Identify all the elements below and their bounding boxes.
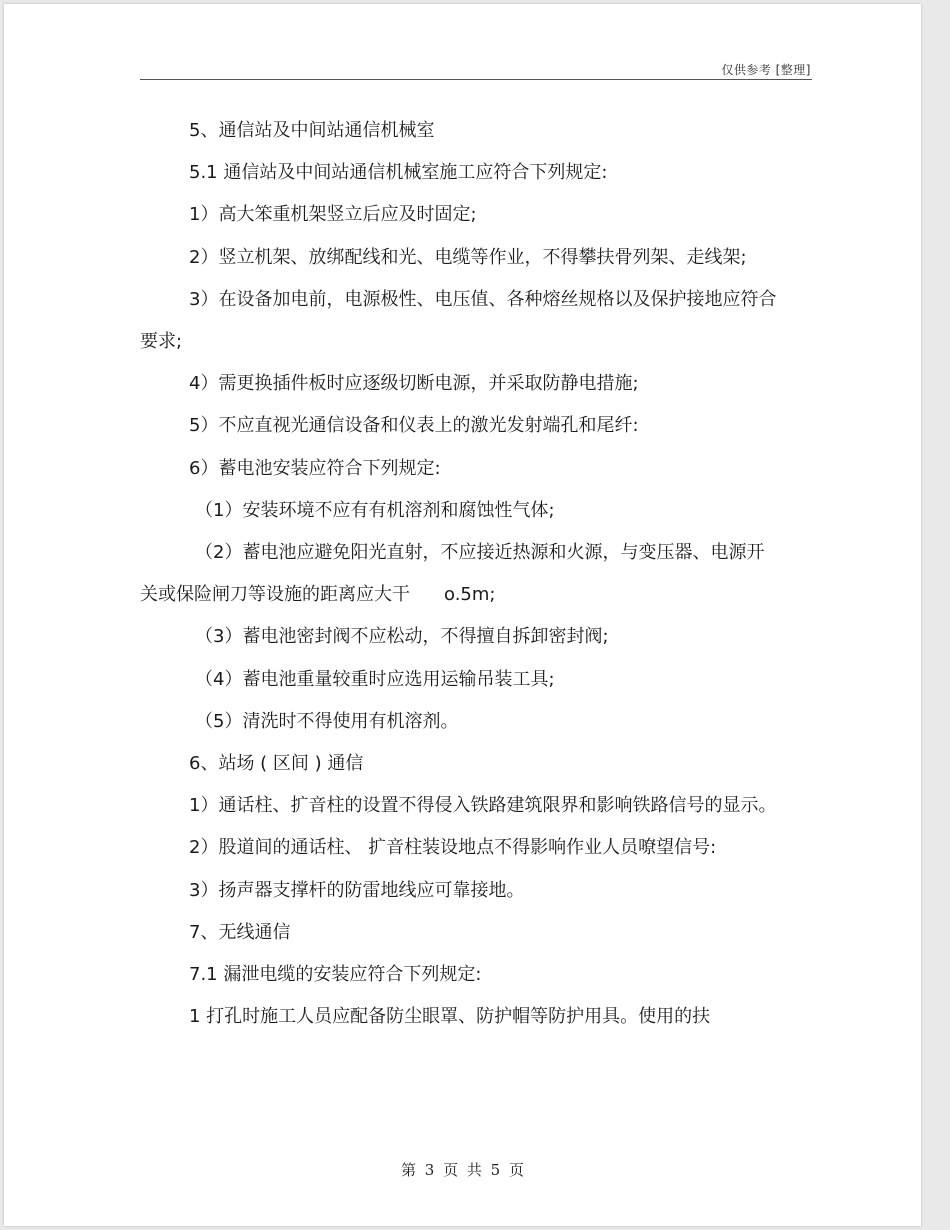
list-item: 2）竖立机架、放绑配线和光、电缆等作业，不得攀扶骨列架、走线架; bbox=[189, 246, 747, 268]
sub-list-item: （4）蓄电池重量较重时应选用运输吊装工具; bbox=[195, 668, 555, 690]
subsection-heading: 5.1 通信站及中间站通信机械室施工应符合下列规定: bbox=[189, 162, 608, 184]
document-page bbox=[4, 4, 921, 1226]
page-header: 仅供参考 [整理] bbox=[721, 63, 811, 77]
list-item: 1 打孔时施工人员应配备防尘眼罩、防护帽等防护用具。使用的扶 bbox=[189, 1006, 711, 1028]
list-item: 1）高大笨重机架竖立后应及时固定; bbox=[189, 204, 477, 226]
header-rule bbox=[140, 79, 812, 80]
list-item: 3）在设备加电前，电源极性、电压值、各种熔丝规格以及保护接地应符合要求; bbox=[140, 288, 777, 353]
document-body bbox=[140, 110, 780, 1038]
sub-list-item: （3）蓄电池密封阀不应松动，不得擅自拆卸密封阀; bbox=[195, 626, 609, 648]
sub-list-item-text: （2）蓄电池应避免阳光直射，不应接近热源和火源，与变压器、电源开关或保险闸刀等设施的距离应大干 bbox=[140, 542, 765, 606]
list-item: 5）不应直视光通信设备和仪表上的激光发射端孔和尾纤: bbox=[189, 415, 639, 437]
page-footer: 第 3 页 共 5 页 bbox=[401, 1161, 524, 1179]
list-item: 4）需更换插件板时应逐级切断电源，并采取防静电措施; bbox=[189, 373, 639, 395]
section-heading: 7、无线通信 bbox=[189, 921, 291, 943]
list-item: 6）蓄电池安装应符合下列规定: bbox=[189, 457, 441, 479]
subsection-heading: 7.1 漏泄电缆的安装应符合下列规定: bbox=[189, 964, 482, 986]
section-heading: 5、通信站及中间站通信机械室 bbox=[189, 120, 435, 141]
sub-list-item bbox=[140, 532, 780, 616]
sub-list-item: （1）安装环境不应有有机溶剂和腐蚀性气体; bbox=[195, 499, 555, 521]
list-item: 2）股道间的通话柱、 扩音柱装设地点不得影响作业人员嘹望信号: bbox=[189, 837, 717, 859]
list-item: 1）通话柱、扩音柱的设置不得侵入铁路建筑限界和影响铁路信号的显示。 bbox=[189, 795, 777, 817]
distance-value: o.5m; bbox=[444, 584, 496, 606]
list-item: 3）扬声器支撑杆的防雷地线应可靠接地。 bbox=[189, 879, 525, 901]
section-heading: 6、站场 ( 区间 ) 通信 bbox=[189, 753, 364, 775]
sub-list-item: （5）清洗时不得使用有机溶剂。 bbox=[195, 710, 459, 732]
